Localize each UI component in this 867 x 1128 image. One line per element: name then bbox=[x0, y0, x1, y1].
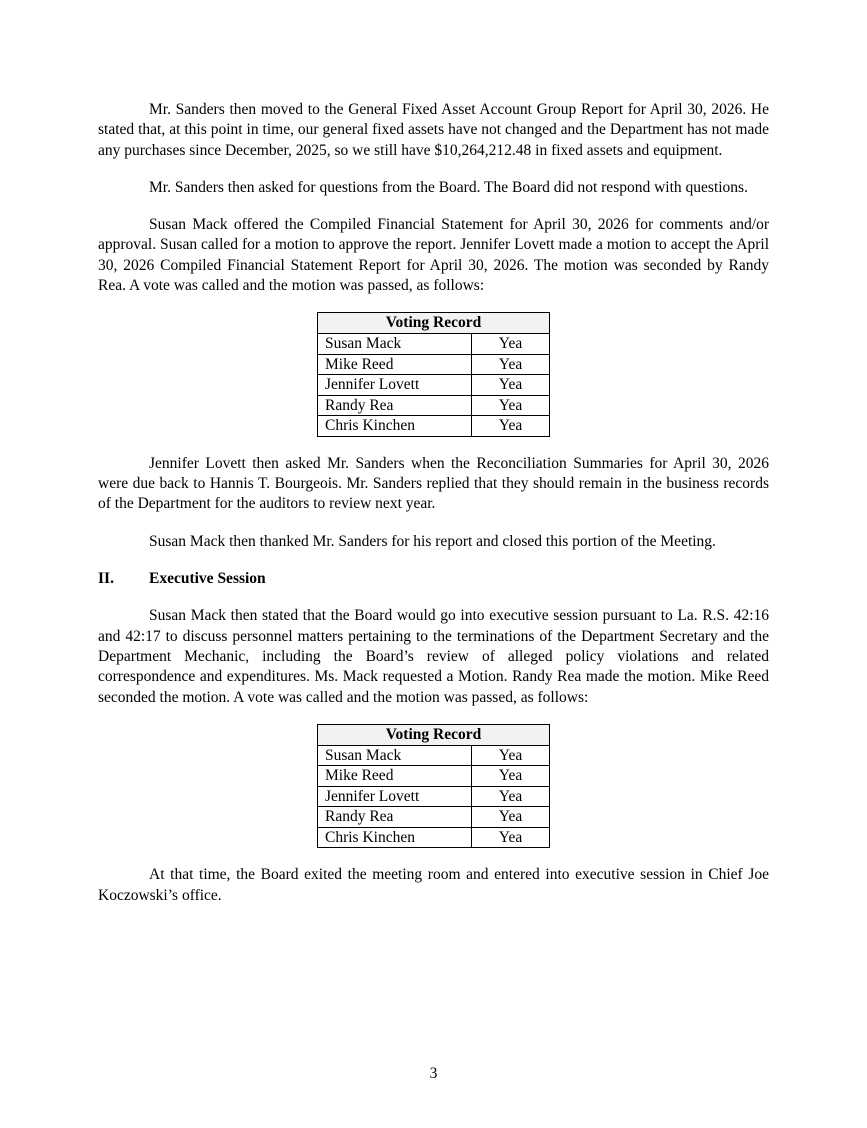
vote-value: Yea bbox=[472, 766, 550, 787]
table-row bbox=[318, 395, 550, 416]
voting-record-header: Voting Record bbox=[318, 724, 550, 745]
table-row bbox=[318, 786, 550, 807]
paragraph-reconciliation-summaries: Jennifer Lovett then asked Mr. Sanders when the Reconciliation Summaries for April 30, 2026 were due back to Hannis T. Bourgeois. Mr. Sanders replied that they should remain in the business records of the Department for the auditors to review next year. bbox=[98, 454, 769, 513]
voter-name: Randy Rea bbox=[318, 395, 472, 416]
paragraph-exit-meeting-room: At that time, the Board exited the meeting room and entered into executive session in Chief Joe Koczowski’s office. bbox=[98, 866, 769, 904]
table-row bbox=[318, 354, 550, 375]
voter-name: Mike Reed bbox=[318, 354, 472, 375]
paragraph-executive-session-motion: Susan Mack then stated that the Board would go into executive session pursuant to La. R.S. 42:16 and 42:17 to discuss personnel matters pertaining to the terminations of the Department Secretary and the Department Mechanic, including the Board’s review of alleged policy violations and related correspondence and expenditures. Ms. Mack requested a Motion. Randy Rea made the motion. Mike Reed seconded the motion. A vote was called and the motion was passed, as follows: bbox=[98, 607, 769, 706]
table-row bbox=[318, 766, 550, 787]
table-row bbox=[318, 745, 550, 766]
voter-name: Jennifer Lovett bbox=[318, 375, 472, 396]
voter-name: Susan Mack bbox=[318, 745, 472, 766]
paragraph-fixed-assets: Mr. Sanders then moved to the General Fixed Asset Account Group Report for April 30, 2026. He stated that, at this point in time, our general fixed assets have not changed and the Department has not made any purchases since December, 2025, so we still have $10,264,212.48 in fixed assets and equipment. bbox=[98, 101, 769, 159]
voting-record-table-1 bbox=[317, 312, 550, 437]
voter-name: Randy Rea bbox=[318, 807, 472, 828]
vote-value: Yea bbox=[472, 827, 550, 848]
voting-record-header: Voting Record bbox=[318, 313, 550, 334]
voter-name: Chris Kinchen bbox=[318, 827, 472, 848]
document-page bbox=[98, 100, 769, 906]
section-number: II. bbox=[98, 570, 114, 588]
vote-value: Yea bbox=[472, 334, 550, 355]
section-heading bbox=[98, 569, 769, 589]
voting-record-table-2 bbox=[317, 724, 550, 849]
table-row bbox=[318, 416, 550, 437]
page-number: 3 bbox=[429, 1065, 438, 1082]
table-row bbox=[318, 334, 550, 355]
voter-name: Mike Reed bbox=[318, 766, 472, 787]
section-title: Executive Session bbox=[149, 570, 266, 588]
vote-value: Yea bbox=[472, 375, 550, 396]
voter-name: Jennifer Lovett bbox=[318, 786, 472, 807]
table-row bbox=[318, 827, 550, 848]
paragraph-financial-statement-motion: Susan Mack offered the Compiled Financial Statement for April 30, 2026 for comments and/or approval. Susan called for a motion to approve the report. Jennifer Lovett made a motion to accept the April 30, 2026 Compiled Financial Statement Report for April 30, 2026. The motion was seconded by Randy Rea. A vote was called and the motion was passed, as follows: bbox=[98, 216, 769, 295]
vote-value: Yea bbox=[472, 807, 550, 828]
table-row bbox=[318, 807, 550, 828]
vote-value: Yea bbox=[472, 745, 550, 766]
vote-value: Yea bbox=[472, 786, 550, 807]
paragraph-board-questions: Mr. Sanders then asked for questions from the Board. The Board did not respond with questions. bbox=[149, 178, 748, 196]
vote-value: Yea bbox=[472, 395, 550, 416]
vote-value: Yea bbox=[472, 416, 550, 437]
table-row bbox=[318, 375, 550, 396]
voter-name: Susan Mack bbox=[318, 334, 472, 355]
voter-name: Chris Kinchen bbox=[318, 416, 472, 437]
vote-value: Yea bbox=[472, 354, 550, 375]
paragraph-closing-report: Susan Mack then thanked Mr. Sanders for his report and closed this portion of the Meeting. bbox=[149, 532, 716, 550]
